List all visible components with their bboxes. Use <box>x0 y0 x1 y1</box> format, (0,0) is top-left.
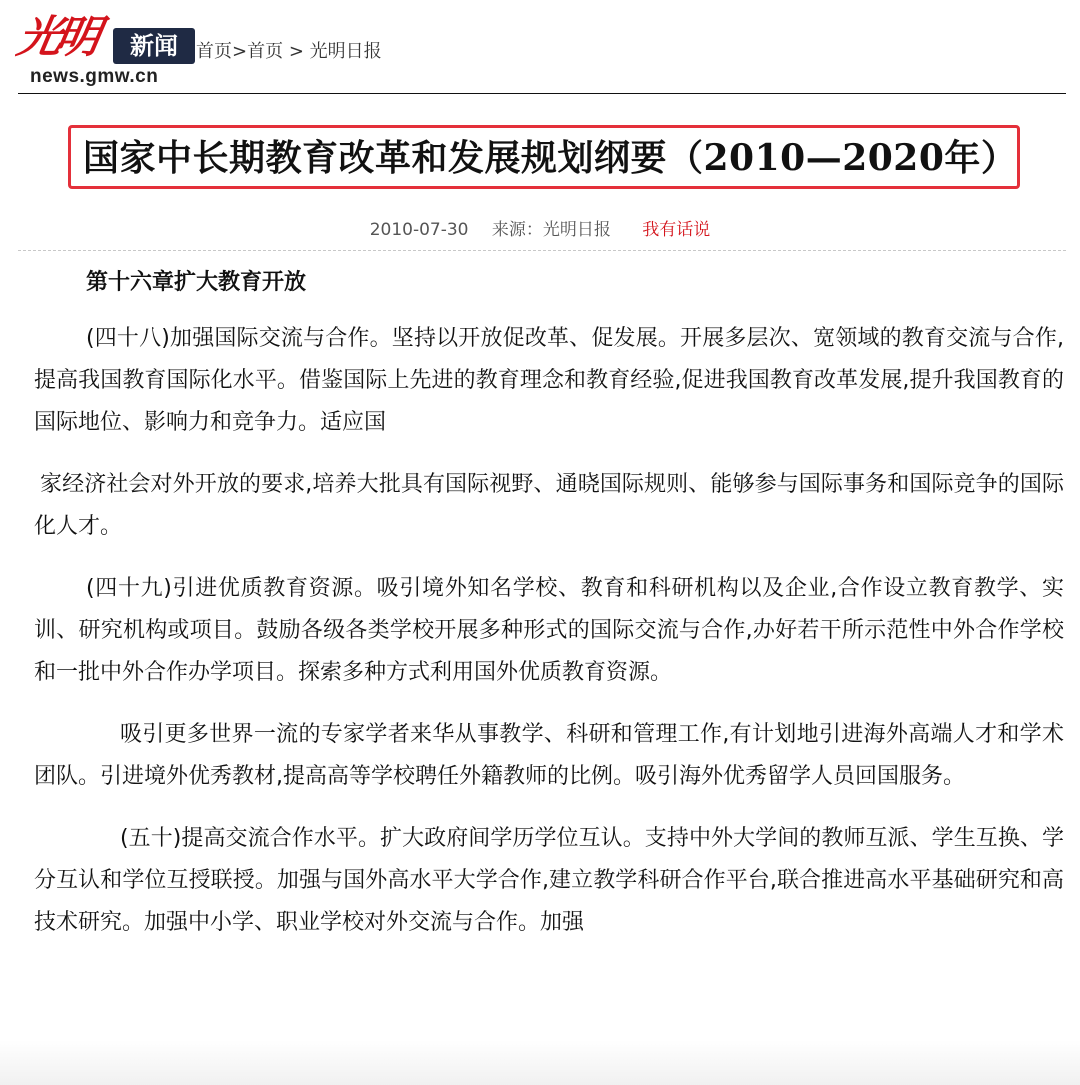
article-source: 来源：光明日报 <box>491 220 611 240</box>
logo-badge: 新闻 <box>113 28 195 64</box>
article-meta <box>0 218 1080 242</box>
paragraph: 吸引更多世界一流的专家学者来华从事教学、科研和管理工作,有计划地引进海外高端人才和学术团队。引进境外优秀教材,提高高等学校聘任外籍教师的比例。吸引海外优秀留学人员回国服务。 <box>34 722 1064 789</box>
paragraph: (四十八)加强国际交流与合作。坚持以开放促改革、促发展。开展多层次、宽领域的教育交流与合作,提高我国教育国际化水平。借鉴国际上先进的教育理念和教育经验,促进我国教育改革发展,提升我国教育的国际地位、影响力和竞争力。适应国 <box>34 326 1064 435</box>
paragraph: (四十九)引进优质教育资源。吸引境外知名学校、教育和科研机构以及企业,合作设立教育教学、实训、研究机构或项目。鼓励各级各类学校开展多种形式的国际交流与合作,办好若干所示范性中外合作学校和一批中外合作办学项目。探索多种方式利用国外优质教育资源。 <box>34 576 1064 685</box>
site-logo[interactable] <box>13 10 188 88</box>
article-body <box>34 262 1064 944</box>
chapter-heading: 第十六章扩大教育开放 <box>86 270 307 295</box>
bottom-fade <box>0 1040 1080 1085</box>
breadcrumb-separator: > <box>288 41 304 62</box>
paragraph: 家经济社会对外开放的要求,培养大批具有国际视野、通晓国际规则、能够参与国际事务和国际竞争的国际化人才。 <box>34 472 1064 539</box>
site-header <box>0 0 1080 94</box>
comment-link[interactable]: 我有话说 <box>642 220 711 240</box>
page-title: 国家中长期教育改革和发展规划纲要（2010—2020年） <box>83 137 1018 179</box>
breadcrumb-home-link[interactable]: 首页>首页 <box>196 41 284 62</box>
title-highlight-box <box>68 125 1020 189</box>
logo-brush-text: 光明 <box>13 12 99 63</box>
meta-divider <box>18 250 1066 251</box>
logo-url: news.gmw.cn <box>30 66 159 87</box>
header-divider <box>18 93 1066 94</box>
breadcrumb <box>196 39 382 65</box>
paragraph: (五十)提高交流合作水平。扩大政府间学历学位互认。支持中外大学间的教师互派、学生互换、学分互认和学位互授联授。加强与国外高水平大学合作,建立教学科研合作平台,联合推进高水平基础研究和高技术研究。加强中小学、职业学校对外交流与合作。加强 <box>34 826 1064 935</box>
publish-date: 2010-07-30 <box>369 220 469 240</box>
breadcrumb-section-link[interactable]: 光明日报 <box>309 41 382 62</box>
